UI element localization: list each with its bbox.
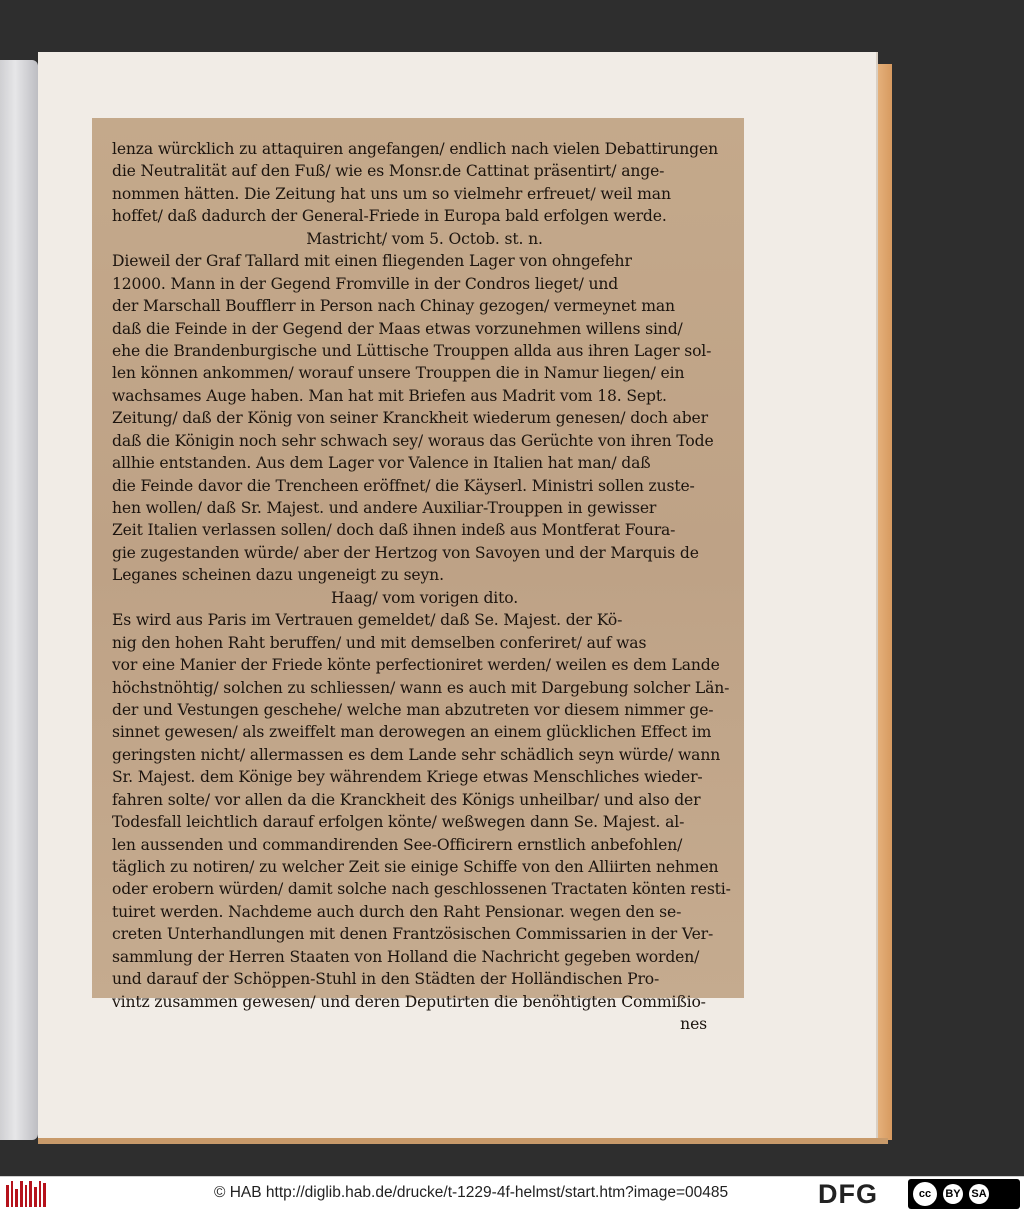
text-line: ehe die Brandenburgische und Lüttische Trouppen allda aus ihren Lager sol- bbox=[112, 341, 712, 360]
page-bottom-edge bbox=[38, 1138, 888, 1144]
text-line: wachsames Auge haben. Man hat mit Briefen aus Madrit vom 18. Sept. bbox=[112, 386, 667, 405]
text-line: geringsten nicht/ allermassen es dem Lande sehr schädlich seyn würde/ wann bbox=[112, 745, 721, 764]
cc-icon: cc bbox=[913, 1182, 937, 1206]
text-line: Zeitung/ daß der König von seiner Kranckheit wiederum genesen/ doch aber bbox=[112, 409, 708, 428]
page-edge bbox=[878, 64, 892, 1140]
cc-sa-icon: SA bbox=[969, 1184, 989, 1204]
catchword: nes bbox=[680, 1015, 707, 1034]
text-line: nig den hohen Raht beruffen/ und mit demselben conferiret/ auf was bbox=[112, 633, 647, 652]
text-line: Todesfall leichtlich darauf erfolgen könte/ weßwegen dann Se. Majest. al- bbox=[112, 813, 685, 832]
text-line: fahren solte/ vor allen da die Kranckheit des Königs unheilbar/ und also der bbox=[112, 790, 701, 809]
hab-logo-icon[interactable] bbox=[6, 1181, 46, 1207]
text-line: allhie entstanden. Aus dem Lager vor Valence in Italien hat man/ daß bbox=[112, 454, 651, 473]
text-line: 12000. Mann in der Gegend Fromville in der Condros lieget/ und bbox=[112, 274, 619, 293]
cc-by-icon: BY bbox=[943, 1184, 963, 1204]
text-line: sinnet gewesen/ als zweiffelt man derowegen an einem glücklichen Effect im bbox=[112, 723, 712, 742]
text-line: len aussenden und commandirenden See-Officirern ernstlich anbefohlen/ bbox=[112, 835, 683, 854]
text-line: creten Unterhandlungen mit denen Frantzösischen Commissarien in der Ver- bbox=[112, 925, 714, 944]
text-line: sammlung der Herren Staaten von Holland die Nachricht gegeben worden/ bbox=[112, 947, 700, 966]
text-line: Es wird aus Paris im Vertrauen gemeldet/ daß Se. Majest. der Kö- bbox=[112, 611, 623, 630]
text-line: die Feinde davor die Trencheen eröffnet/ die Käyserl. Ministri sollen zuste- bbox=[112, 476, 695, 495]
text-line: Dieweil der Graf Tallard mit einen fliegenden Lager von ohngefehr bbox=[112, 252, 632, 271]
text-line: der und Vestungen geschehe/ welche man abzutreten vor diesem nimmer ge- bbox=[112, 700, 714, 719]
text-line: Zeit Italien verlassen sollen/ doch daß ihnen indeß aus Montferat Foura- bbox=[112, 521, 676, 540]
text-line: len können ankommen/ worauf unsere Trouppen die in Namur liegen/ ein bbox=[112, 364, 685, 383]
text-line: lenza würcklich zu attaquiren angefangen/ endlich nach vielen Debattirungen bbox=[112, 140, 718, 158]
dfg-logo[interactable]: DFG bbox=[818, 1179, 878, 1209]
text-line: die Neutralität auf den Fuß/ wie es Monsr.de Cattinat präsentirt/ ange- bbox=[112, 162, 665, 181]
text-line: hen wollen/ daß Sr. Majest. und andere Auxiliar-Trouppen in gewisser bbox=[112, 499, 657, 517]
text-line: vor eine Manier der Friede könte perfectioniret werden/ weilen es dem Lande bbox=[112, 656, 720, 675]
text-line: gie zugestanden würde/ aber der Hertzog von Savoyen und der Marquis de bbox=[112, 543, 699, 562]
section-heading: Haag/ vom vorigen dito. bbox=[330, 588, 519, 607]
text-line: der Marschall Boufflerr in Person nach Chinay gezogen/ vermeynet man bbox=[112, 297, 675, 316]
text-line: höchstnöhtig/ solchen zu schliessen/ wann es auch mit Dargebung solcher Län- bbox=[112, 678, 730, 697]
permalink[interactable]: © HAB http://diglib.hab.de/drucke/t-1229-4f-helmst/start.htm?image=00485 bbox=[214, 1184, 729, 1201]
text-line: daß die Königin noch sehr schwach sey/ woraus das Gerüchte von ihren Tode bbox=[112, 431, 714, 450]
text-line: daß die Feinde in der Gegend der Maas etwas vorzunehmen willens sind/ bbox=[112, 319, 683, 338]
section-heading: Mastricht/ vom 5. Octob. st. n. bbox=[306, 229, 543, 248]
text-line: täglich zu notiren/ zu welcher Zeit sie einige Schiffe von den Alliirten nehmen bbox=[112, 858, 719, 876]
text-line: tuiret werden. Nachdeme auch durch den Raht Pensionar. wegen den se- bbox=[112, 902, 682, 921]
book-binding-edge bbox=[0, 60, 38, 1140]
page-text bbox=[112, 138, 737, 1036]
text-line: hoffet/ daß dadurch der General-Friede in Europa bald erfolgen werde. bbox=[112, 207, 667, 226]
text-line: Sr. Majest. dem Könige bey währendem Kriege etwas Menschliches wieder- bbox=[112, 768, 703, 787]
footer-bar bbox=[0, 1176, 1024, 1211]
text-line: nommen hätten. Die Zeitung hat uns um so vielmehr erfreuet/ weil man bbox=[112, 184, 671, 203]
text-line: Leganes scheinen dazu ungeneigt zu seyn. bbox=[112, 566, 444, 585]
text-line: oder erobern würden/ damit solche nach geschlossenen Tractaten könten resti- bbox=[112, 880, 731, 899]
text-line: vintz zusammen gewesen/ und deren Deputirten die benöhtigten Commißio- bbox=[112, 992, 706, 1011]
cc-license-badge[interactable] bbox=[908, 1179, 1020, 1209]
text-line: und darauf der Schöppen-Stuhl in den Städten der Holländischen Pro- bbox=[112, 970, 660, 989]
